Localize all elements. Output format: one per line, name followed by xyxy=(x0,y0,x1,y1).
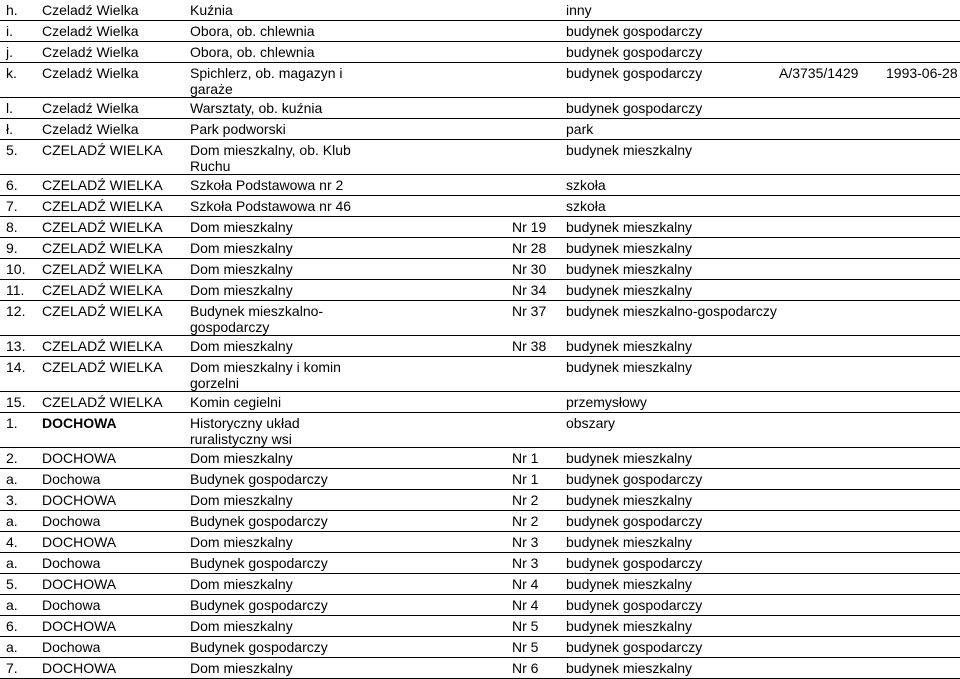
row-number-cell: i. xyxy=(6,23,13,39)
object-type-cell: budynek gospodarczy xyxy=(566,555,703,571)
table-row xyxy=(0,413,960,448)
object-name-cell: Dom mieszkalny i komin gorzelni xyxy=(190,359,341,391)
object-name-cell: Budynek gospodarczy xyxy=(190,597,328,613)
row-number-cell: 6. xyxy=(6,177,18,193)
locality-cell: CZELADŹ WIELKA xyxy=(42,198,163,214)
object-type-cell: budynek mieszkalny xyxy=(566,142,693,158)
object-name-cell: Warsztaty, ob. kuźnia xyxy=(190,100,323,116)
table-row xyxy=(0,532,960,553)
row-number-cell: a. xyxy=(6,471,18,487)
table-row xyxy=(0,511,960,532)
row-number-cell: 5. xyxy=(6,142,18,158)
register-number-cell: A/3735/1429 xyxy=(779,65,859,81)
table-row xyxy=(0,658,960,679)
row-number-cell: 4. xyxy=(6,534,18,550)
object-name-cell: Budynek gospodarczy xyxy=(190,639,328,655)
object-type-cell: budynek gospodarczy xyxy=(566,100,703,116)
table-row xyxy=(0,175,960,196)
register-date-cell: 1993-06-28 xyxy=(886,65,958,81)
locality-cell: CZELADŹ WIELKA xyxy=(42,359,163,375)
table-row xyxy=(0,574,960,595)
table-row xyxy=(0,448,960,469)
row-number-cell: h. xyxy=(6,2,18,18)
house-number-cell: Nr 34 xyxy=(512,282,547,298)
locality-cell: DOCHOWA xyxy=(42,415,117,431)
object-type-cell: budynek gospodarczy xyxy=(566,639,703,655)
table-row xyxy=(0,119,960,140)
house-number-cell: Nr 2 xyxy=(512,492,539,508)
locality-cell: DOCHOWA xyxy=(42,534,117,550)
object-type-cell: budynek gospodarczy xyxy=(566,597,703,613)
object-type-cell: budynek gospodarczy xyxy=(566,44,703,60)
locality-cell: Dochowa xyxy=(42,639,101,655)
locality-cell: Czeladź Wielka xyxy=(42,23,139,39)
table-row xyxy=(0,357,960,392)
table-row xyxy=(0,196,960,217)
locality-cell: Czeladź Wielka xyxy=(42,2,139,18)
object-name-cell: Obora, ob. chlewnia xyxy=(190,23,315,39)
table-row xyxy=(0,616,960,637)
object-type-cell: szkoła xyxy=(566,177,606,193)
object-type-cell: budynek gospodarczy xyxy=(566,65,703,81)
locality-cell: Dochowa xyxy=(42,471,101,487)
row-number-cell: 7. xyxy=(6,660,18,676)
object-type-cell: budynek mieszkalny xyxy=(566,338,693,354)
row-number-cell: 15. xyxy=(6,394,26,410)
object-type-cell: budynek mieszkalny xyxy=(566,576,693,592)
object-type-cell: budynek mieszkalny xyxy=(566,261,693,277)
locality-cell: CZELADŹ WIELKA xyxy=(42,303,163,319)
row-number-cell: 13. xyxy=(6,338,26,354)
row-number-cell: k. xyxy=(6,65,17,81)
locality-cell: Czeladź Wielka xyxy=(42,100,139,116)
object-name-cell: Dom mieszkalny xyxy=(190,261,293,277)
table-row xyxy=(0,301,960,336)
house-number-cell: Nr 5 xyxy=(512,639,539,655)
house-number-cell: Nr 3 xyxy=(512,534,539,550)
object-name-cell: Szkoła Podstawowa nr 46 xyxy=(190,198,352,214)
row-number-cell: ł. xyxy=(6,121,13,137)
table-row xyxy=(0,42,960,63)
row-number-cell: l. xyxy=(6,100,13,116)
object-type-cell: przemysłowy xyxy=(566,394,647,410)
row-number-cell: 2. xyxy=(6,450,18,466)
row-number-cell: 12. xyxy=(6,303,26,319)
locality-cell: CZELADŹ WIELKA xyxy=(42,219,163,235)
locality-cell: Czeladź Wielka xyxy=(42,44,139,60)
object-name-cell: Dom mieszkalny xyxy=(190,576,293,592)
row-number-cell: 8. xyxy=(6,219,18,235)
object-type-cell: budynek mieszkalny xyxy=(566,219,693,235)
row-number-cell: a. xyxy=(6,597,18,613)
locality-cell: Dochowa xyxy=(42,597,101,613)
table-row xyxy=(0,595,960,616)
locality-cell: CZELADŹ WIELKA xyxy=(42,177,163,193)
locality-cell: CZELADŹ WIELKA xyxy=(42,394,163,410)
table-row xyxy=(0,637,960,658)
house-number-cell: Nr 3 xyxy=(512,555,539,571)
row-number-cell: 14. xyxy=(6,359,26,375)
object-name-cell: Obora, ob. chlewnia xyxy=(190,44,315,60)
object-type-cell: budynek mieszkalny xyxy=(566,450,693,466)
table-row xyxy=(0,140,960,175)
house-number-cell: Nr 1 xyxy=(512,471,539,487)
row-number-cell: 3. xyxy=(6,492,18,508)
locality-cell: CZELADŹ WIELKA xyxy=(42,142,163,158)
table-row xyxy=(0,469,960,490)
object-name-cell: Dom mieszkalny, ob. Klub Ruchu xyxy=(190,142,351,174)
row-number-cell: 6. xyxy=(6,618,18,634)
object-name-cell: Dom mieszkalny xyxy=(190,219,293,235)
object-name-cell: Kuźnia xyxy=(190,2,233,18)
locality-cell: CZELADŹ WIELKA xyxy=(42,261,163,277)
object-name-cell: Park podworski xyxy=(190,121,286,137)
object-type-cell: budynek mieszkalny xyxy=(566,660,693,676)
house-number-cell: Nr 30 xyxy=(512,261,547,277)
table-row xyxy=(0,98,960,119)
locality-cell: Dochowa xyxy=(42,513,101,529)
locality-cell: CZELADŹ WIELKA xyxy=(42,338,163,354)
object-name-cell: Budynek gospodarczy xyxy=(190,471,328,487)
house-number-cell: Nr 6 xyxy=(512,660,539,676)
row-number-cell: 11. xyxy=(6,282,25,298)
row-number-cell: 1. xyxy=(6,415,18,431)
object-name-cell: Dom mieszkalny xyxy=(190,338,293,354)
table-row xyxy=(0,553,960,574)
object-type-cell: inny xyxy=(566,2,592,18)
table-row xyxy=(0,392,960,413)
house-number-cell: Nr 1 xyxy=(512,450,539,466)
locality-cell: Czeladź Wielka xyxy=(42,121,139,137)
house-number-cell: Nr 28 xyxy=(512,240,547,256)
table-row xyxy=(0,259,960,280)
object-name-cell: Dom mieszkalny xyxy=(190,534,293,550)
object-name-cell: Dom mieszkalny xyxy=(190,240,293,256)
house-number-cell: Nr 2 xyxy=(512,513,539,529)
table-row xyxy=(0,0,960,21)
locality-cell: DOCHOWA xyxy=(42,618,117,634)
object-name-cell: Dom mieszkalny xyxy=(190,492,293,508)
row-number-cell: 5. xyxy=(6,576,18,592)
object-type-cell: budynek mieszkalny xyxy=(566,618,693,634)
table-row xyxy=(0,63,960,98)
object-type-cell: park xyxy=(566,121,594,137)
locality-cell: CZELADŹ WIELKA xyxy=(42,282,163,298)
locality-cell: Dochowa xyxy=(42,555,101,571)
table-row xyxy=(0,238,960,259)
row-number-cell: a. xyxy=(6,639,18,655)
object-name-cell: Dom mieszkalny xyxy=(190,450,293,466)
house-number-cell: Nr 4 xyxy=(512,576,539,592)
object-name-cell: Szkoła Podstawowa nr 2 xyxy=(190,177,344,193)
object-name-cell: Komin cegielni xyxy=(190,394,282,410)
table-row xyxy=(0,280,960,301)
object-type-cell: budynek gospodarczy xyxy=(566,471,703,487)
locality-cell: DOCHOWA xyxy=(42,576,117,592)
object-name-cell: Dom mieszkalny xyxy=(190,660,293,676)
table-row xyxy=(0,490,960,511)
table-row xyxy=(0,21,960,42)
object-type-cell: budynek gospodarczy xyxy=(566,23,703,39)
row-number-cell: a. xyxy=(6,513,18,529)
row-number-cell: j. xyxy=(6,44,13,60)
row-number-cell: 10. xyxy=(6,261,26,277)
row-number-cell: a. xyxy=(6,555,18,571)
object-type-cell: obszary xyxy=(566,415,616,431)
object-type-cell: budynek mieszkalno-gospodarczy xyxy=(566,303,777,319)
locality-cell: Czeladź Wielka xyxy=(42,65,139,81)
object-type-cell: szkoła xyxy=(566,198,606,214)
object-type-cell: budynek mieszkalny xyxy=(566,240,693,256)
locality-cell: DOCHOWA xyxy=(42,450,117,466)
object-name-cell: Dom mieszkalny xyxy=(190,618,293,634)
house-number-cell: Nr 4 xyxy=(512,597,539,613)
locality-cell: DOCHOWA xyxy=(42,492,117,508)
object-type-cell: budynek gospodarczy xyxy=(566,513,703,529)
object-name-cell: Budynek gospodarczy xyxy=(190,555,328,571)
house-number-cell: Nr 37 xyxy=(512,303,547,319)
object-name-cell: Dom mieszkalny xyxy=(190,282,293,298)
house-number-cell: Nr 19 xyxy=(512,219,547,235)
table-row xyxy=(0,336,960,357)
row-number-cell: 9. xyxy=(6,240,18,256)
object-name-cell: Spichlerz, ob. magazyn i garaże xyxy=(190,65,343,97)
house-number-cell: Nr 5 xyxy=(512,618,539,634)
row-number-cell: 7. xyxy=(6,198,18,214)
object-name-cell: Budynek gospodarczy xyxy=(190,513,328,529)
object-name-cell: Historyczny układ ruralistyczny wsi xyxy=(190,415,300,447)
object-type-cell: budynek mieszkalny xyxy=(566,534,693,550)
table-row xyxy=(0,217,960,238)
object-type-cell: budynek mieszkalny xyxy=(566,359,693,375)
house-number-cell: Nr 38 xyxy=(512,338,547,354)
locality-cell: DOCHOWA xyxy=(42,660,117,676)
object-name-cell: Budynek mieszkalno-gospodarczy xyxy=(190,303,324,335)
locality-cell: CZELADŹ WIELKA xyxy=(42,240,163,256)
object-type-cell: budynek mieszkalny xyxy=(566,492,693,508)
object-type-cell: budynek mieszkalny xyxy=(566,282,693,298)
